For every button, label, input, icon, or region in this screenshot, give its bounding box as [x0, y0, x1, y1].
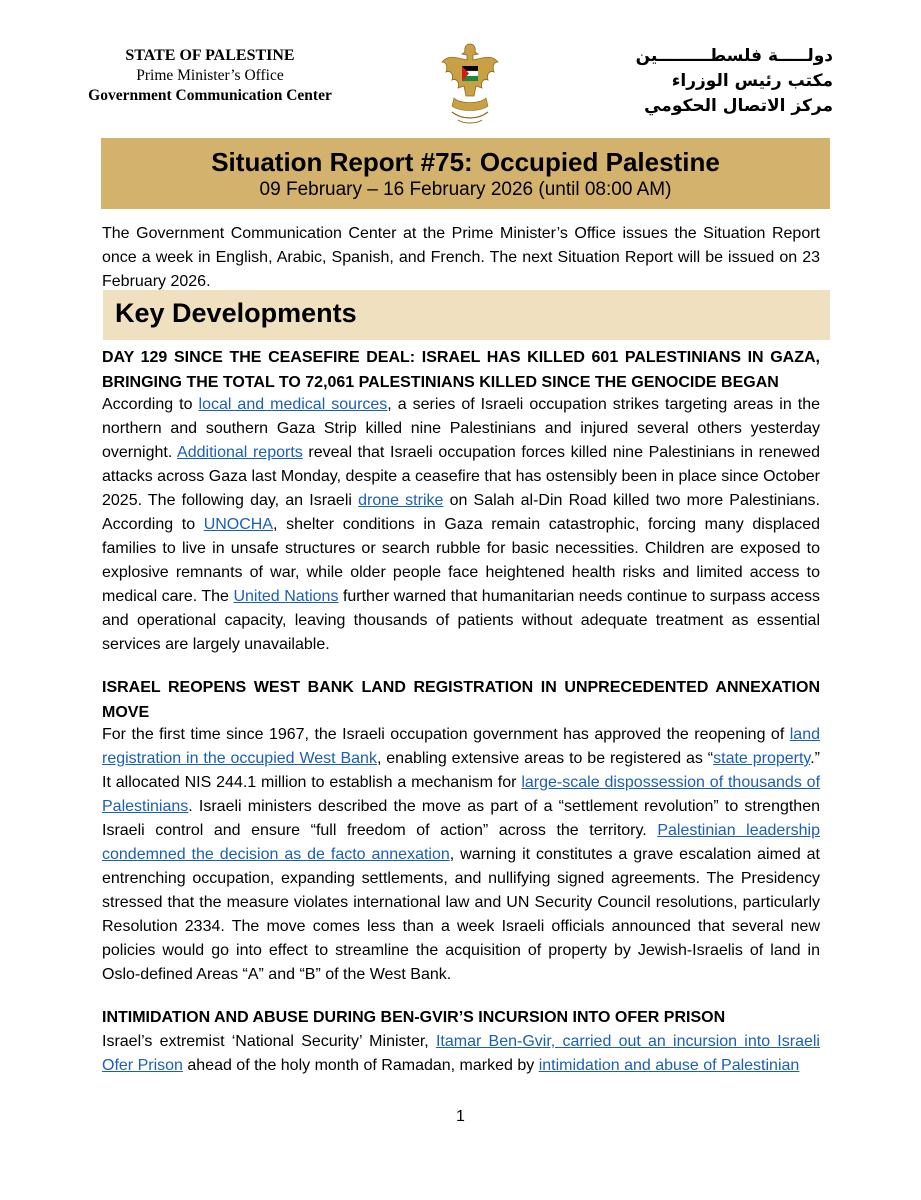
- link-palestinian-leadership-condemned[interactable]: Palestinian leadership condemned the decision as de facto annexation: [102, 822, 821, 863]
- report-title: Situation Report #75: Occupied Palestine: [211, 147, 720, 177]
- paragraph-text: , a series of Israeli occupation strikes targeting areas in the northern and southern Gaza Strip killed nine Palestinians and injured several others yesterday overnight.: [102, 396, 821, 461]
- page-number: 1: [456, 1108, 465, 1125]
- paragraph-text: on Salah al-Din Road killed two more Palestinians. According to: [102, 492, 820, 533]
- link-united-nations[interactable]: United Nations: [233, 588, 339, 605]
- header-center-name: Government Communication Center: [88, 87, 332, 104]
- link-state-property[interactable]: state property: [713, 750, 811, 767]
- key-developments-heading: Key Developments: [115, 298, 357, 328]
- section-paragraph-ofer-prison: [102, 1030, 820, 1078]
- link-land-registration[interactable]: land registration in the occupied West Bank: [102, 726, 820, 767]
- paragraph-text: , shelter conditions in Gaza remain catastrophic, forcing many displaced families to live in unsafe structures or search rubble for basic necessities. Children are exposed to explosive remnants of war, while older people face heightened health risks and limited access to medical care. The: [102, 516, 820, 605]
- paragraph-text: ahead of the holy month of Ramadan, marked by: [182, 1057, 539, 1074]
- header-office-name-arabic: مكتب رئيس الوزراء: [671, 71, 833, 91]
- section-heading-ceasefire: DAY 129 SINCE THE CEASEFIRE DEAL: ISRAEL HAS KILLED 601 PALESTINIANS IN GAZA, BRINGING THE TOTAL TO 72,061 PALESTINIANS KILLED SINCE THE GENOCIDE BEGAN: [102, 349, 820, 391]
- header-state-name-arabic: دولـــــة فلسطـــــــــين: [635, 46, 833, 66]
- section-paragraph-land-registration: [102, 723, 820, 987]
- header-left-block: [60, 46, 360, 106]
- link-unocha[interactable]: UNOCHA: [203, 516, 274, 533]
- paragraph-text: .” It allocated NIS 244.1 million to establish a mechanism for: [102, 750, 821, 791]
- link-large-scale-dispossession[interactable]: large-scale dispossession of thousands of Palestinians: [102, 774, 821, 815]
- intro-paragraph: The Government Communication Center at the Prime Minister’s Office issues the Situation Report once a week in English, Arabic, Spanish, and French. The next Situation Report will be issued on 23 February 2026.: [102, 225, 820, 290]
- paragraph-text: According to: [102, 396, 199, 413]
- header-office-name: Prime Minister’s Office: [136, 67, 284, 84]
- paragraph-text: For the first time since 1967, the Israeli occupation government has approved the reopening of: [102, 726, 790, 743]
- paragraph-text: further warned that humanitarian needs continue to surpass access and operational capacity, leaving thousands of patients without adequate treatment as essential services are largely unavailable.: [102, 588, 820, 653]
- paragraph-text: reveal that Israeli occupation forces killed nine Palestinians in renewed attacks across Gaza last Monday, despite a ceasefire that has ostensibly been in place since October 2025. The following day, an Israeli: [102, 444, 821, 509]
- key-developments-band: [103, 290, 830, 340]
- report-title-band: [101, 138, 830, 209]
- paragraph-text: , warning it constitutes a grave escalation aimed at entrenching occupation, expanding settlements, and nullifying signed agreements. The Presidency stressed that the measure violates international law and UN Security Council resolutions, particularly Resolution 2334. The move comes less than a week Israeli officials announced that several new policies would go into effect to streamline the acquisition of property by Jewish-Israelis of land in Oslo-defined Areas “A” and “B” of the West Bank.: [102, 846, 820, 983]
- section-heading-ofer-prison: INTIMIDATION AND ABUSE DURING BEN-GVIR’S INCURSION INTO OFER PRISON: [102, 1009, 726, 1026]
- link-ben-gvir-incursion[interactable]: Itamar Ben-Gvir, carried out an incursion into Israeli Ofer Prison: [102, 1033, 820, 1074]
- report-date-range: 09 February – 16 February 2026 (until 08:00 AM): [259, 179, 672, 200]
- section-paragraph-ceasefire: [102, 393, 820, 657]
- header-center-name-arabic: مركز الاتصال الحكومي: [644, 96, 833, 116]
- paragraph-text: , enabling extensive areas to be registered as “: [376, 750, 714, 767]
- header-right-block: [603, 44, 833, 119]
- palestine-eagle-emblem-icon: [440, 40, 500, 132]
- section-heading-land-registration: ISRAEL REOPENS WEST BANK LAND REGISTRATION IN UNPRECEDENTED ANNEXATION MOVE: [102, 679, 820, 721]
- header-state-name: STATE OF PALESTINE: [125, 47, 295, 64]
- paragraph-text: . Israeli ministers described the move as part of a “settlement revolution” to strengthen Israeli control and ensure “full freedom of action” across the territory.: [102, 798, 820, 839]
- link-drone-strike[interactable]: drone strike: [358, 492, 444, 509]
- link-additional-reports[interactable]: Additional reports: [177, 444, 303, 461]
- link-intimidation-abuse[interactable]: intimidation and abuse of Palestinian: [538, 1057, 800, 1074]
- paragraph-text: Israel’s extremist ‘National Security’ Minister,: [102, 1033, 436, 1050]
- link-local-medical-sources[interactable]: local and medical sources: [198, 396, 388, 413]
